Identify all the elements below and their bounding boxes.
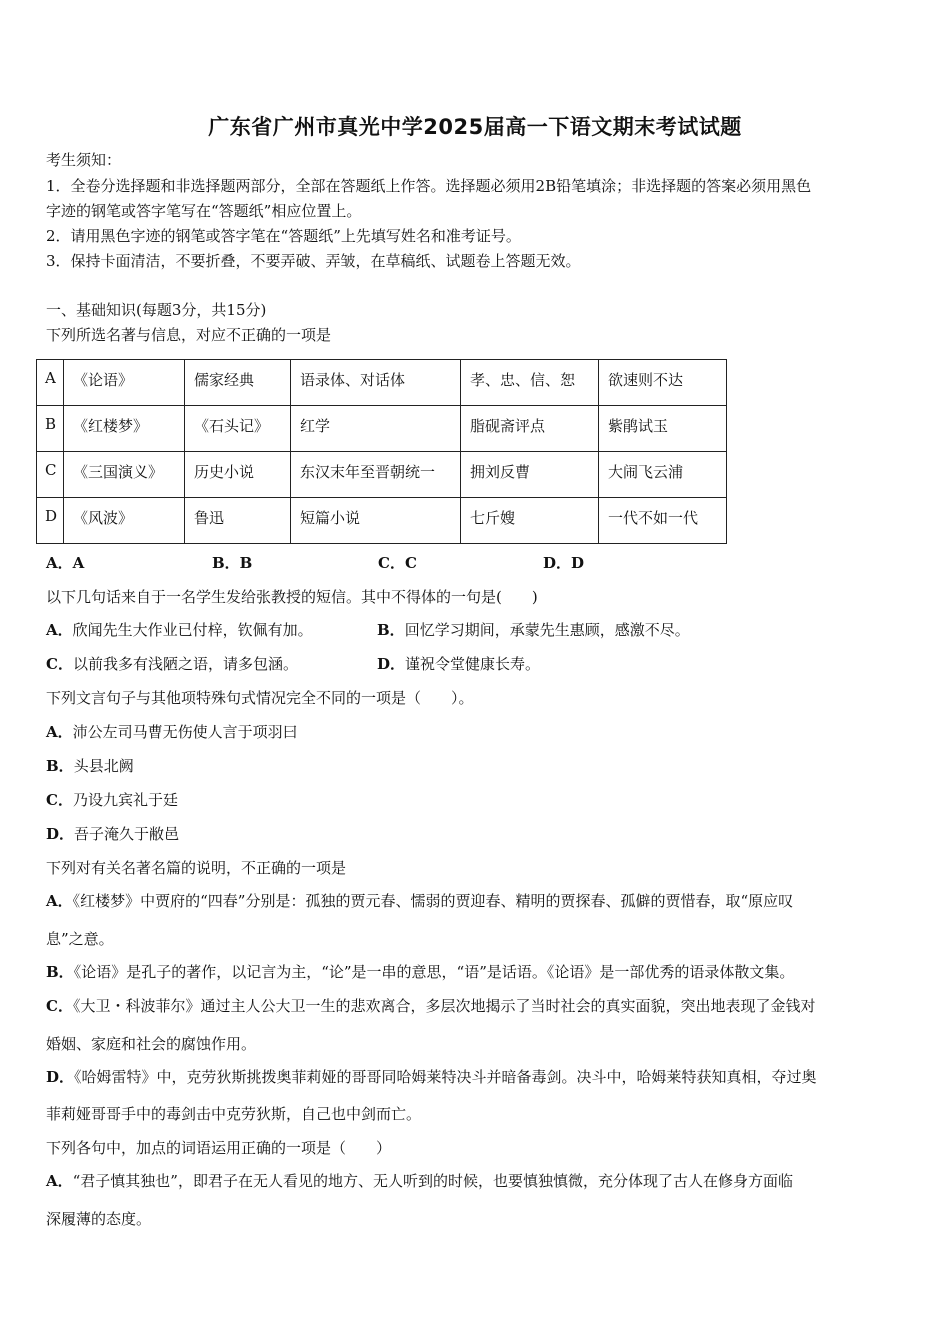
table-cell: D <box>37 498 64 544</box>
option-letter: A． <box>46 723 73 741</box>
table-cell: B <box>37 406 64 452</box>
q4-option-c-cont: 婚姻、家庭和社会的腐蚀作用。 <box>46 1035 257 1053</box>
option-letter: A． <box>46 621 73 639</box>
q3-option-c[interactable]: C．乃设九宾礼于廷 <box>46 791 178 809</box>
table-cell: 短篇小说 <box>291 498 461 544</box>
notice-line: 3．保持卡面清洁，不要折叠，不要弄破、弄皱，在草稿纸、试题卷上答题无效。 <box>46 252 581 270</box>
option-letter: C． <box>46 655 73 673</box>
q5-stem: 下列各句中，加点的词语运用正确的一项是（ ） <box>46 1139 392 1157</box>
q1-option-d[interactable]: D．D <box>543 554 585 572</box>
q4-option-d[interactable]: D．《哈姆雷特》中，克劳狄斯挑拨奥菲莉娅的哥哥同哈姆莱特决斗并暗备毒剑。决斗中，哈姆莱特获知真相，夺过奥 <box>46 1068 817 1086</box>
q4-option-a[interactable]: A．《红楼梦》中贾府的“四春”分别是：孤独的贾元春、懦弱的贾迎春、精明的贾探春、孤僻的贾惜春，取“原应叹 <box>46 892 794 910</box>
table-cell: 欲速则不达 <box>599 360 727 406</box>
notice-heading: 考生须知： <box>46 151 122 169</box>
table-row <box>37 452 727 498</box>
option-letter: A． <box>46 1172 73 1190</box>
q3-option-d[interactable]: D．吾子淹久于敝邑 <box>46 825 180 843</box>
notice-line: 1．全卷分选择题和非选择题两部分，全部在答题纸上作答。选择题必须用2B铅笔填涂；非选择题的答案必须用黑色 <box>46 177 812 195</box>
table-cell: 红学 <box>291 406 461 452</box>
table-cell: 拥刘反曹 <box>461 452 599 498</box>
q3-option-a[interactable]: A．沛公左司马曹无伤使人言于项羽曰 <box>46 723 298 741</box>
notice-line: 2．请用黑色字迹的钢笔或答字笔在“答题纸”上先填写姓名和准考证号。 <box>46 227 521 245</box>
table-row <box>37 498 727 544</box>
table-cell: 一代不如一代 <box>599 498 727 544</box>
table-cell: 脂砚斋评点 <box>461 406 599 452</box>
table-cell: 鲁迅 <box>185 498 291 544</box>
table-cell: C <box>37 452 64 498</box>
q4-option-c[interactable]: C．《大卫・科波菲尔》通过主人公大卫一生的悲欢离合，多层次地揭示了当时社会的真实面貌，突出地表现了金钱对 <box>46 997 816 1015</box>
q1-option-b[interactable]: B．B <box>212 554 253 572</box>
option-letter: C． <box>46 791 73 809</box>
table-cell: 孝、忠、信、恕 <box>461 360 599 406</box>
q1-table <box>36 359 727 544</box>
page-title: 广东省广州市真光中学2025届高一下语文期末考试试题 <box>208 115 742 139</box>
q3-option-b[interactable]: B．头县北阙 <box>46 757 134 775</box>
q1-option-c[interactable]: C．C <box>378 554 417 572</box>
table-cell: 紫鹃试玉 <box>599 406 727 452</box>
table-cell: 儒家经典 <box>185 360 291 406</box>
table-cell: 七斤嫂 <box>461 498 599 544</box>
table-cell: 东汉末年至晋朝统一 <box>291 452 461 498</box>
table-cell: 语录体、对话体 <box>291 360 461 406</box>
table-row <box>37 360 727 406</box>
table-cell: 《三国演义》 <box>64 452 185 498</box>
q1-option-a[interactable]: A．A <box>46 554 85 572</box>
q4-stem: 下列对有关名著名篇的说明，不正确的一项是 <box>46 859 347 877</box>
option-letter: B． <box>377 621 405 639</box>
q4-option-b[interactable]: B．《论语》是孔子的著作，以记言为主，“论”是一串的意思，“语”是话语。《论语》是一部优秀的语录体散文集。 <box>46 963 795 981</box>
table-cell: 《风波》 <box>64 498 185 544</box>
option-letter: C． <box>46 997 73 1015</box>
option-letter: A． <box>46 892 73 910</box>
q2-option-b[interactable]: B．回忆学习期间，承蒙先生惠顾，感激不尽。 <box>377 621 690 639</box>
q1-stem: 下列所选名著与信息，对应不正确的一项是 <box>46 326 332 344</box>
q2-option-c[interactable]: C．以前我多有浅陋之语，请多包涵。 <box>46 655 298 673</box>
q4-option-d-cont: 菲莉娅哥哥手中的毒剑击中克劳狄斯，自己也中剑而亡。 <box>46 1105 422 1123</box>
q3-stem: 下列文言句子与其他项特殊句式情况完全不同的一项是（ ）。 <box>46 689 474 707</box>
table-cell: 大闹飞云浦 <box>599 452 727 498</box>
option-letter: B． <box>46 963 74 981</box>
table-cell: A <box>37 360 64 406</box>
option-letter: D． <box>46 825 75 843</box>
table-cell: 《论语》 <box>64 360 185 406</box>
table-cell: 历史小说 <box>185 452 291 498</box>
q5-option-a[interactable]: A．“君子慎其独也”，即君子在无人看见的地方、无人听到的时候，也要慎独慎微，充分体现了古人在修身方面临 <box>46 1172 793 1190</box>
table-row <box>37 406 727 452</box>
q2-option-d[interactable]: D．谨祝令堂健康长寿。 <box>377 655 541 673</box>
notice-line: 字迹的钢笔或答字笔写在“答题纸”相应位置上。 <box>46 202 362 220</box>
option-letter: D． <box>377 655 406 673</box>
q2-option-a[interactable]: A．欣闻先生大作业已付梓，钦佩有加。 <box>46 621 313 639</box>
option-letter: B． <box>46 757 74 775</box>
q2-stem: 以下几句话来自于一名学生发给张教授的短信。其中不得体的一句是( ) <box>46 588 538 606</box>
option-letter: D． <box>46 1068 75 1086</box>
table-cell: 《红楼梦》 <box>64 406 185 452</box>
section-heading: 一、基础知识(每题3分，共15分) <box>46 301 267 319</box>
table-cell: 《石头记》 <box>185 406 291 452</box>
q5-option-a-cont: 深履薄的态度。 <box>46 1210 152 1228</box>
q4-option-a-cont: 息”之意。 <box>46 930 114 948</box>
